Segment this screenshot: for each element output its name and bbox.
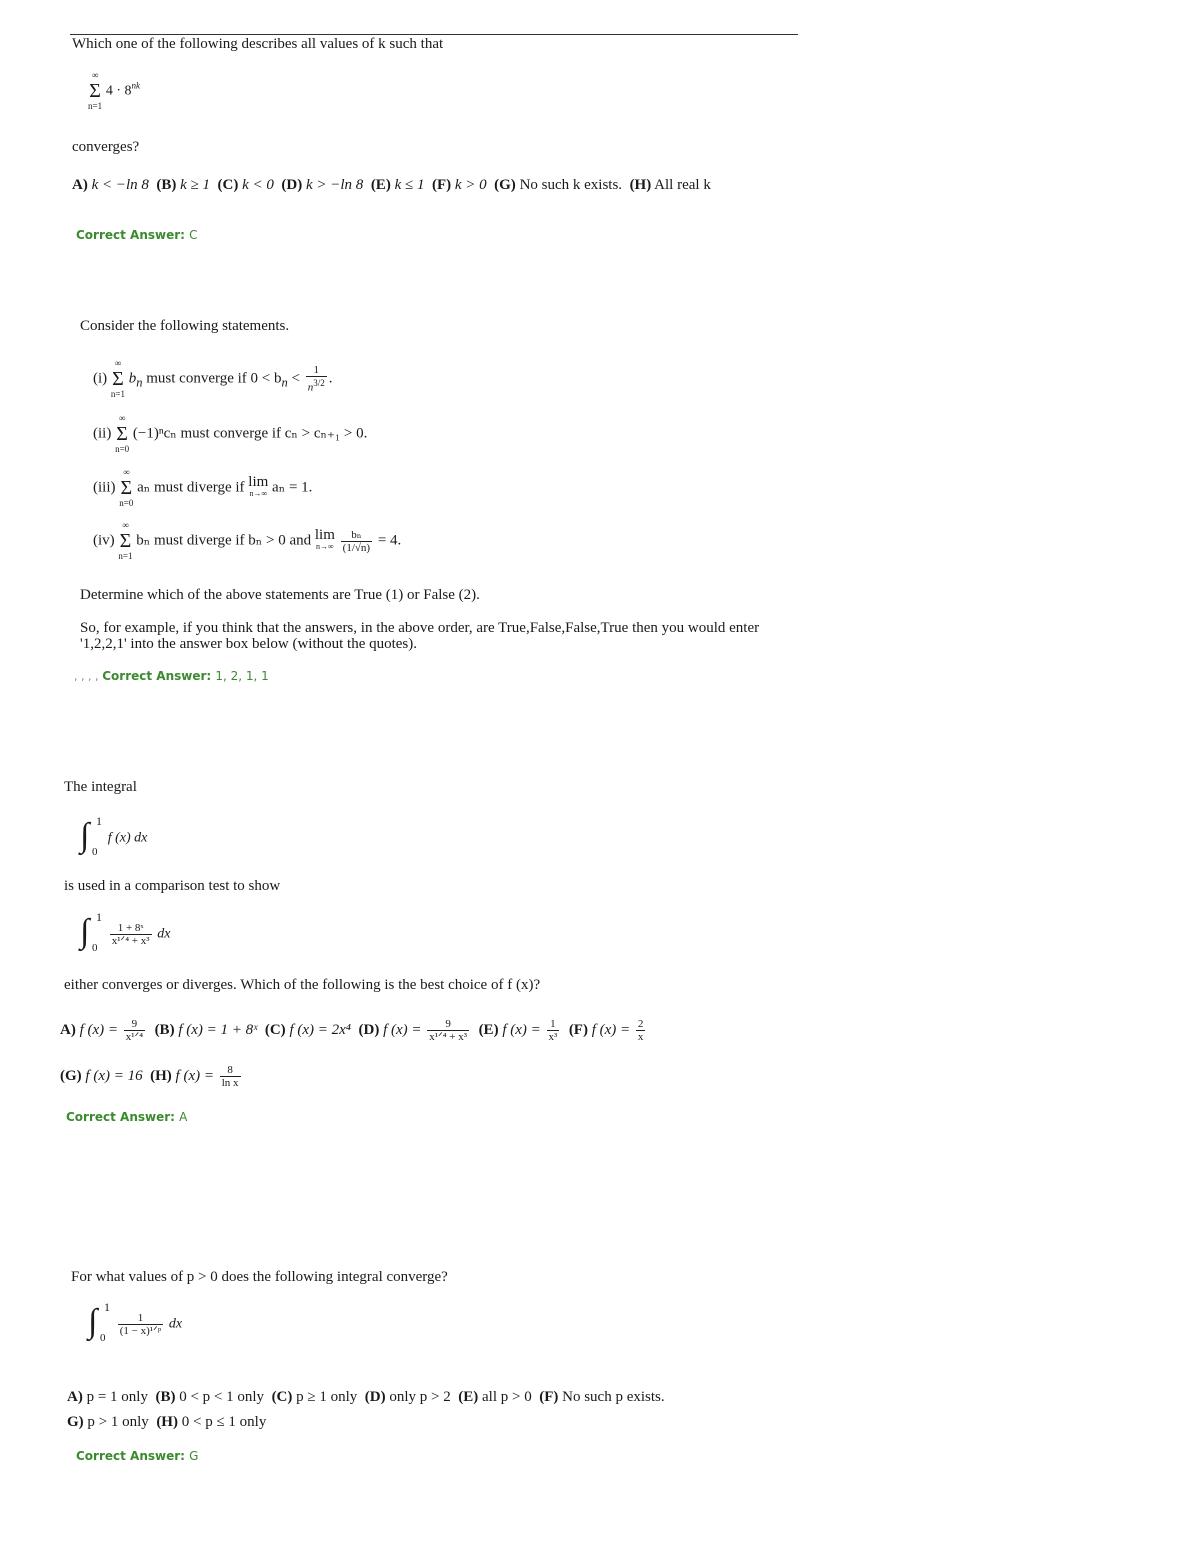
q3-choice-d: (D) f (x) = $\frac{9}{\text{x¹ᐟ⁴ + x³}}$	[358, 1018, 468, 1043]
q4-question: For what values of p > 0 does the following integral converge?	[71, 1269, 448, 1285]
q3-choice-f: (F) f (x) = $\frac{2}{x}$	[568, 1018, 644, 1043]
q1-tail: converges?	[72, 139, 140, 155]
q3-choice-c: (C) f (x) = 2x⁴	[264, 1021, 351, 1038]
limit-operator: lim n→∞	[314, 527, 335, 551]
integral-symbol: ∫ 1 0	[88, 1300, 110, 1344]
sigma-symbol: ∞ Σ n=0	[115, 413, 130, 454]
q3-intro: The integral	[64, 779, 137, 795]
q3-correct-answer: Correct Answer: A	[66, 1110, 188, 1124]
limit-operator: lim n→∞	[248, 474, 269, 498]
series-lower: n=1	[88, 101, 103, 111]
q3-question: either converges or diverges. Which of the following is the best choice of f (x)?	[64, 977, 541, 993]
q2-answer-row	[74, 668, 269, 685]
series-term: 4 · 8	[105, 83, 132, 99]
q2-intro: Consider the following statements.	[80, 318, 290, 334]
sigma-symbol: ∞ Σ n=1	[110, 358, 125, 399]
statement-number: (i)	[93, 370, 108, 387]
sigma-symbol: ∞ Σ n=1	[118, 520, 133, 561]
q4-choice-a: A) p = 1 only	[67, 1389, 148, 1405]
fraction: $\frac{1}{\text{(1 − x)¹ᐟᵖ}}$	[119, 1311, 162, 1337]
q3-choice-g: (G) f (x) = 16	[60, 1067, 143, 1084]
q1-choice-b: (B) k ≥ 1	[156, 177, 211, 193]
integral-symbol: ∫ 1 0	[80, 814, 102, 858]
q4-choice-f: (F) No such p exists.	[539, 1389, 665, 1405]
q4-choices-row2	[67, 1414, 266, 1431]
q1-choices	[72, 177, 711, 194]
q3-middle: is used in a comparison test to show	[64, 878, 281, 894]
q3-choice-b: (B) f (x) = 1 + 8ˣ	[154, 1021, 258, 1038]
q3-choice-e: (E) f (x) = $\frac{1}{\text{x³}}$	[478, 1018, 558, 1043]
series-upper: ∞	[91, 70, 99, 80]
sigma-symbol: ∞ Σ n=1	[88, 70, 103, 111]
q4-choices-row1	[67, 1389, 665, 1406]
fraction: $\frac{1}{n^{3/2}}$	[307, 364, 325, 394]
q4-choice-h: (H) 0 < p ≤ 1 only	[156, 1414, 267, 1430]
series-exponent: nk	[131, 80, 140, 91]
q1-choice-e: (E) k ≤ 1	[370, 177, 425, 193]
q4-correct-answer: Correct Answer: G	[76, 1449, 199, 1463]
q4-choice-c: (C) p ≥ 1 only	[271, 1389, 358, 1405]
q2-statement-iv: (iv) ∞ Σ n=1 bₙ must diverge if bₙ > 0 and lim n→∞ $\frac{\text{bₙ}}{(1/√n)}$ = 4.	[93, 520, 402, 561]
q2-example-line2: '1,2,2,1' into the answer box below (without the quotes).	[80, 636, 418, 652]
q3-choice-h: (H) f (x) = $\frac{8}{\text{ln x}}$	[150, 1064, 239, 1089]
q4-choice-b: (B) 0 < p < 1 only	[155, 1389, 265, 1405]
q3-choices-row2	[60, 1064, 243, 1089]
q1-choice-f: (F) k > 0	[431, 177, 487, 193]
q1-series	[88, 70, 140, 112]
integrand: f (x) dx	[107, 830, 148, 846]
fraction: $\frac{\text{1 + 8ˣ}}{\text{x¹ᐟ⁴ + x³}}$	[111, 921, 150, 947]
fraction: $\frac{\text{bₙ}}{(1/√n)}$	[342, 528, 371, 554]
top-rule	[70, 34, 798, 35]
q2-statement-ii: (ii) ∞ Σ n=0 (−1)ⁿcₙ must converge if cₙ > cₙ₊₁ > 0.	[93, 413, 368, 454]
q3-choices-row1	[60, 1018, 647, 1043]
q2-example-line1: So, for example, if you think that the answers, in the above order, are True,False,False,True then you would enter	[80, 620, 760, 636]
q1-choice-a: A) k < −ln 8	[72, 177, 149, 193]
q1-prompt: Which one of the following describes all values of k such that	[72, 36, 444, 52]
q4-integral: ∫ 1 0 $\frac{1}{\text{(1 − x)¹ᐟᵖ}}$ dx	[88, 1300, 183, 1344]
q3-integral-1	[78, 814, 148, 858]
q1-correct-answer: Correct Answer: C	[76, 228, 198, 242]
q4-choice-d: (D) only p > 2	[364, 1389, 451, 1405]
q3-choice-a: A) f (x) = $\frac{9}{\text{x¹ᐟ⁴}}$	[60, 1018, 144, 1043]
q2-determine: Determine which of the above statements are True (1) or False (2).	[80, 587, 480, 603]
integral-symbol: ∫ 1 0	[80, 910, 102, 954]
q3-integral-2: ∫ 1 0 $\frac{\text{1 + 8ˣ}}{\text{x¹ᐟ⁴ + x³}}$ dx	[80, 910, 171, 954]
q4-choice-e: (E) all p > 0	[458, 1389, 532, 1405]
sigma-symbol: ∞ Σ n=0	[119, 467, 134, 508]
q2-statement-iii: (iii) ∞ Σ n=0 aₙ must diverge if lim n→∞ aₙ = 1.	[93, 467, 313, 508]
q1-choice-d: (D) k > −ln 8	[281, 177, 364, 193]
answer-box-dots: , , , ,	[74, 670, 99, 683]
q2-statement-i: (i) ∞ Σ n=1 $b_n$ must converge if $0 < b_n$ < $\frac{1}{n^{3/2}}$ .	[93, 358, 333, 399]
q2-correct-answer: Correct Answer: 1, 2, 1, 1	[102, 669, 269, 683]
q1-choice-c: (C) k < 0	[217, 177, 274, 193]
q4-choice-g: G) p > 1 only	[67, 1414, 149, 1430]
q1-choice-h: (H) All real k	[629, 177, 711, 193]
q1-choice-g: (G) No such k exists.	[494, 177, 623, 193]
